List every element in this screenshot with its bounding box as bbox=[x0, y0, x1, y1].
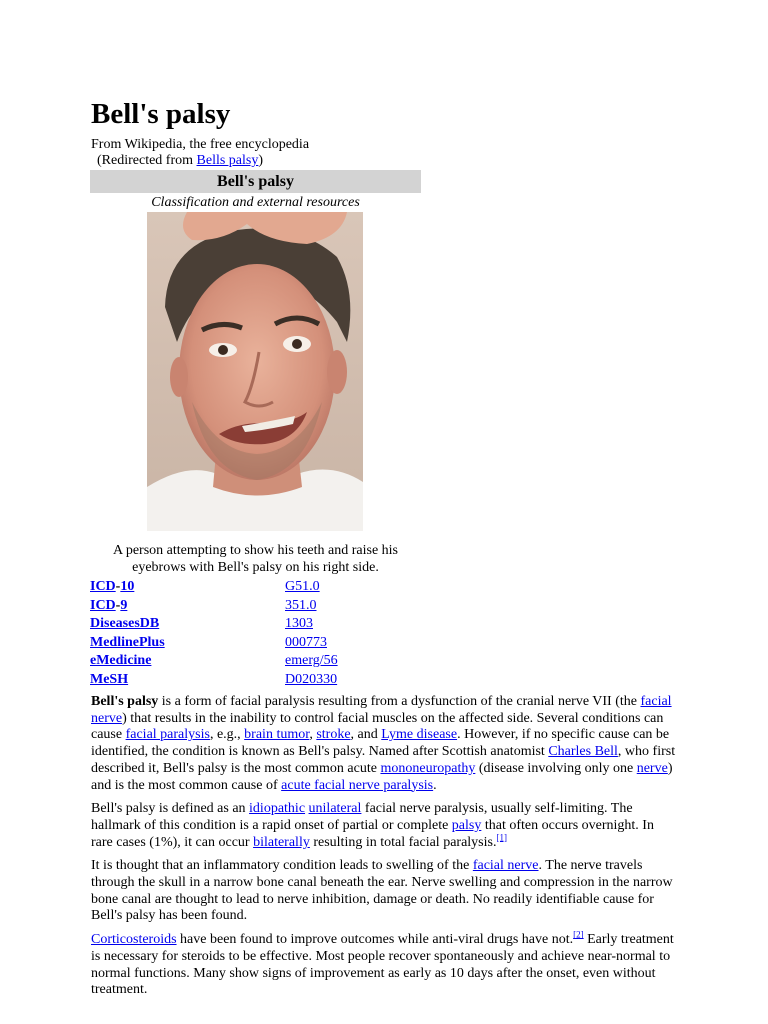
emedicine-link[interactable]: eMedicine bbox=[90, 653, 152, 669]
text: is a form of facial paralysis resulting from a dysfunction of the cranial nerve VII (the bbox=[158, 694, 641, 709]
code-row-icd10 bbox=[90, 578, 421, 597]
link-charles-bell[interactable]: Charles Bell bbox=[548, 744, 618, 760]
code-value-link[interactable]: G51.0 bbox=[285, 579, 320, 594]
text: Bell's palsy is defined as an bbox=[91, 801, 250, 817]
classification-codes bbox=[90, 578, 421, 690]
code-key bbox=[90, 578, 134, 596]
link-palsy[interactable]: palsy bbox=[451, 817, 482, 833]
link-stroke[interactable]: stroke bbox=[316, 727, 351, 743]
text: . bbox=[433, 777, 437, 793]
link-facial-nerve[interactable]: facial nerve bbox=[91, 694, 672, 726]
code-key bbox=[90, 652, 151, 670]
text: . However, if no specific cause can be identified, the condition is known as Bell's palsy. Named after Scottish anatomist bbox=[91, 727, 670, 760]
link-facial-paralysis[interactable]: facial paralysis bbox=[125, 727, 210, 743]
icd-link[interactable]: ICD bbox=[90, 597, 116, 613]
link-corticosteroids[interactable]: Corticosteroids bbox=[91, 932, 177, 948]
code-separator: - bbox=[115, 579, 121, 594]
link-lyme-disease[interactable]: Lyme disease bbox=[381, 727, 458, 743]
paragraph-cause bbox=[91, 858, 679, 925]
text: ) and is the most common cause of bbox=[91, 760, 673, 793]
article-body bbox=[91, 694, 679, 1006]
code-row-mesh bbox=[90, 671, 421, 690]
infobox bbox=[90, 170, 421, 687]
code-row-diseasesdb bbox=[90, 615, 421, 634]
text: , e.g., bbox=[209, 727, 245, 743]
page-title: Bell's palsy bbox=[91, 98, 231, 130]
text: that often occurs overnight. In rare cases (1%), it can occur bbox=[91, 817, 654, 850]
text: (disease involving only one bbox=[475, 760, 637, 776]
redirect-suffix: ) bbox=[258, 153, 264, 168]
redirect-prefix: (Redirected from bbox=[97, 153, 197, 168]
medlineplus-link[interactable]: MedlinePlus bbox=[90, 634, 165, 650]
bold-term: Bell's palsy bbox=[91, 694, 159, 709]
text: , and bbox=[350, 727, 382, 743]
code-key bbox=[90, 671, 128, 689]
redirect-link[interactable]: Bells palsy bbox=[196, 153, 259, 168]
code-value-link[interactable]: D020330 bbox=[285, 671, 338, 687]
code-key bbox=[90, 597, 127, 615]
text: It is thought that an inflammatory condition leads to swelling of the bbox=[91, 858, 473, 874]
code-value-link[interactable]: emerg/56 bbox=[285, 653, 338, 669]
link-mononeuropathy[interactable]: mononeuropathy bbox=[380, 760, 476, 776]
code-row-medlineplus bbox=[90, 634, 421, 653]
redirect-notice bbox=[97, 152, 263, 169]
text: Early treatment is necessary for steroids to be effective. Most people recover spontaneously and achieve near-normal to normal functions. Many show signs of improvement as early as 10 days after the onset, even without treatment. bbox=[91, 932, 674, 998]
face-photo-illustration bbox=[147, 212, 363, 531]
text: resulting in total facial paralysis. bbox=[309, 834, 497, 850]
link-idiopathic[interactable]: idiopathic bbox=[249, 801, 306, 817]
icd10-link[interactable]: 10 bbox=[120, 579, 135, 594]
infobox-caption: A person attempting to show his teeth and raise his eyebrows with Bell's palsy on his right side. bbox=[112, 543, 398, 575]
infobox-subtitle: Classification and external resources bbox=[151, 195, 360, 210]
code-row-emedicine bbox=[90, 652, 421, 671]
text: have been found to improve outcomes while anti-viral drugs have not. bbox=[176, 932, 574, 948]
link-facial-nerve[interactable]: facial nerve bbox=[472, 858, 539, 874]
link-brain-tumor[interactable]: brain tumor bbox=[244, 727, 310, 743]
icd-link[interactable]: ICD bbox=[90, 579, 116, 594]
paragraph-definition bbox=[91, 801, 679, 851]
text: . The nerve travels through the skull in a narrow bone canal beneath the ear. Nerve swelling and compression in the narrow bone canal are thought to lead to nerve inhibition, damage or death. No readily identifiable cause for Bell's palsy has been found. bbox=[91, 858, 673, 924]
code-value-link[interactable]: 1303 bbox=[285, 616, 313, 632]
text: facial nerve paralysis, usually self-limiting. The hallmark of this condition is a rapid onset of partial or complete bbox=[91, 801, 633, 833]
reference-link[interactable]: [1] bbox=[496, 831, 507, 842]
code-key bbox=[90, 634, 165, 652]
code-key bbox=[90, 615, 159, 633]
mesh-link[interactable]: MeSH bbox=[90, 671, 129, 687]
text: , who first described it, Bell's palsy is the most common acute bbox=[91, 744, 676, 776]
text: ) that results in the inability to control facial muscles on the affected side. Several conditions can cause bbox=[91, 710, 664, 743]
tagline: From Wikipedia, the free encyclopedia bbox=[91, 137, 310, 152]
code-separator: - bbox=[115, 597, 121, 613]
link-nerve[interactable]: nerve bbox=[636, 760, 668, 776]
code-row-icd9 bbox=[90, 597, 421, 616]
link-acute-facial-nerve-paralysis[interactable]: acute facial nerve paralysis bbox=[281, 777, 434, 793]
diseasesdb-link[interactable]: DiseasesDB bbox=[90, 616, 160, 632]
link-unilateral[interactable]: unilateral bbox=[308, 801, 362, 817]
text: , bbox=[309, 727, 317, 743]
infobox-photo[interactable] bbox=[147, 212, 363, 531]
code-value-link[interactable]: 351.0 bbox=[285, 597, 317, 613]
paragraph-treatment bbox=[91, 929, 679, 999]
code-value-link[interactable]: 000773 bbox=[285, 634, 327, 650]
link-bilaterally[interactable]: bilaterally bbox=[253, 834, 310, 850]
paragraph-intro bbox=[91, 694, 679, 794]
infobox-title: Bell's palsy bbox=[90, 170, 421, 193]
icd9-link[interactable]: 9 bbox=[120, 597, 128, 613]
reference-link[interactable]: [2] bbox=[573, 929, 584, 940]
